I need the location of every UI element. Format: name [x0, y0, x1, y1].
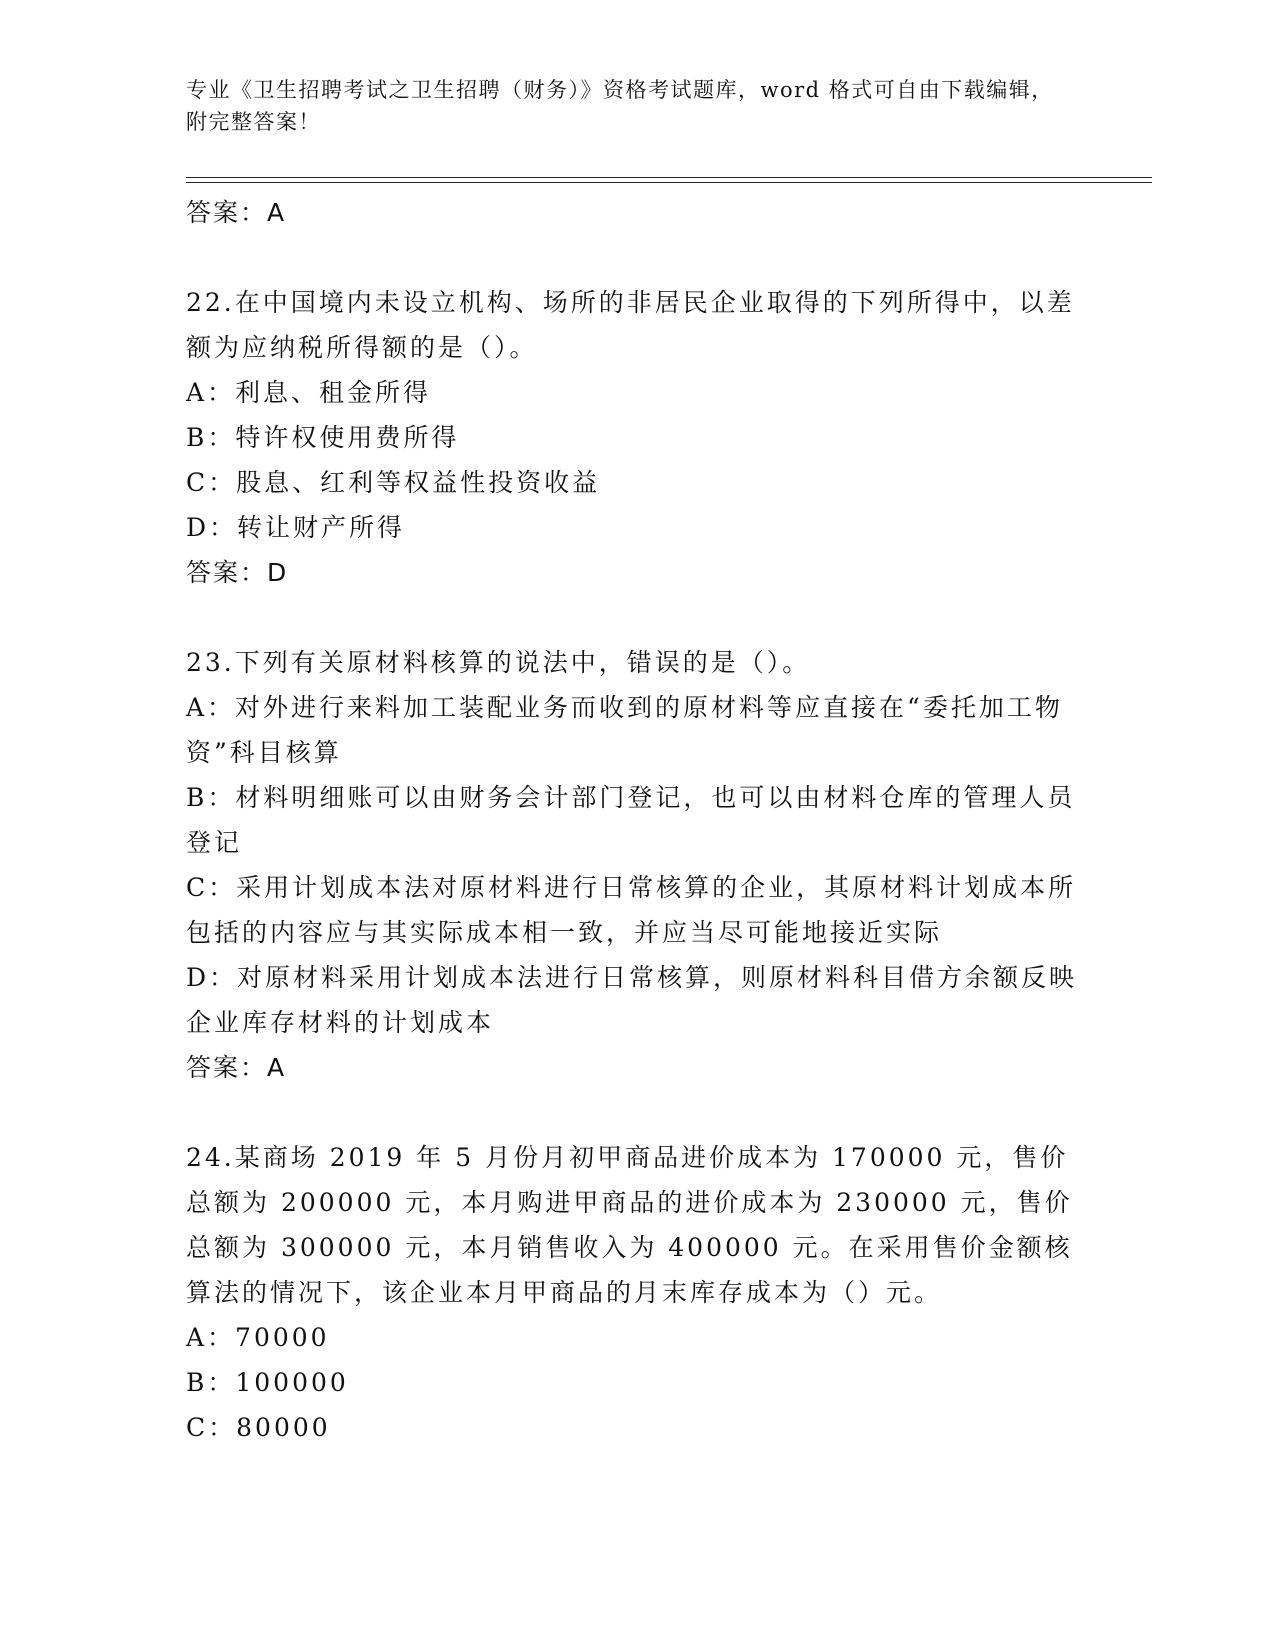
- option-d: D：转让财产所得: [186, 513, 406, 542]
- header-intro-text: 专业《卫生招聘考试之卫生招聘（财务）》资格考试题库，word 格式可自由下载编辑，附完整答案！: [186, 78, 1054, 134]
- option-b: B：材料明细账可以由财务会计部门登记，也可以由材料仓库的管理人员登记: [186, 783, 1076, 857]
- document-header: [186, 74, 1066, 138]
- previous-answer: 答案：A: [186, 198, 287, 227]
- question-22: [186, 280, 1086, 595]
- question-24: [186, 1135, 1086, 1450]
- question-23: [186, 640, 1086, 1090]
- option-d: D：对原材料采用计划成本法进行日常核算，则原材料科目借方余额反映企业库存材料的计划成本: [186, 963, 1078, 1037]
- option-c: C：采用计划成本法对原材料进行日常核算的企业，其原材料计划成本所包括的内容应与其实际成本相一致，并应当尽可能地接近实际: [186, 873, 1077, 947]
- question-stem: 22.在中国境内未设立机构、场所的非居民企业取得的下列所得中，以差额为应纳税所得额的是（）。: [186, 288, 1075, 362]
- header-divider-bottom: [186, 182, 1152, 183]
- question-answer: 答案：D: [186, 558, 289, 587]
- spacer: [186, 235, 1086, 280]
- header-divider-top: [186, 177, 1152, 178]
- option-c: C：股息、红利等权益性投资收益: [186, 468, 601, 497]
- spacer: [186, 1090, 1086, 1135]
- option-a: A：对外进行来料加工装配业务而收到的原材料等应直接在“委托加工物资”科目核算: [186, 693, 1063, 767]
- question-list: [186, 190, 1086, 1450]
- option-b: B：100000: [186, 1368, 349, 1397]
- question-answer: 答案：A: [186, 1053, 287, 1082]
- spacer: [186, 595, 1086, 640]
- option-a: A：70000: [186, 1323, 330, 1352]
- question-stem: 24.某商场 2019 年 5 月份月初甲商品进价成本为 170000 元，售价总额为 200000 元，本月购进甲商品的进价成本为 230000 元，售价总额为 300000 元，本月销售收入为 400000 元。在采用售价金额核算法的情况下，该企业本月甲商品的月末库存成本为（）元。: [186, 1143, 1073, 1307]
- option-a: A：利息、租金所得: [186, 378, 432, 407]
- option-b: B：特许权使用费所得: [186, 423, 460, 452]
- option-c: C：80000: [186, 1413, 331, 1442]
- question-stem: 23.下列有关原材料核算的说法中，错误的是（）。: [186, 648, 811, 677]
